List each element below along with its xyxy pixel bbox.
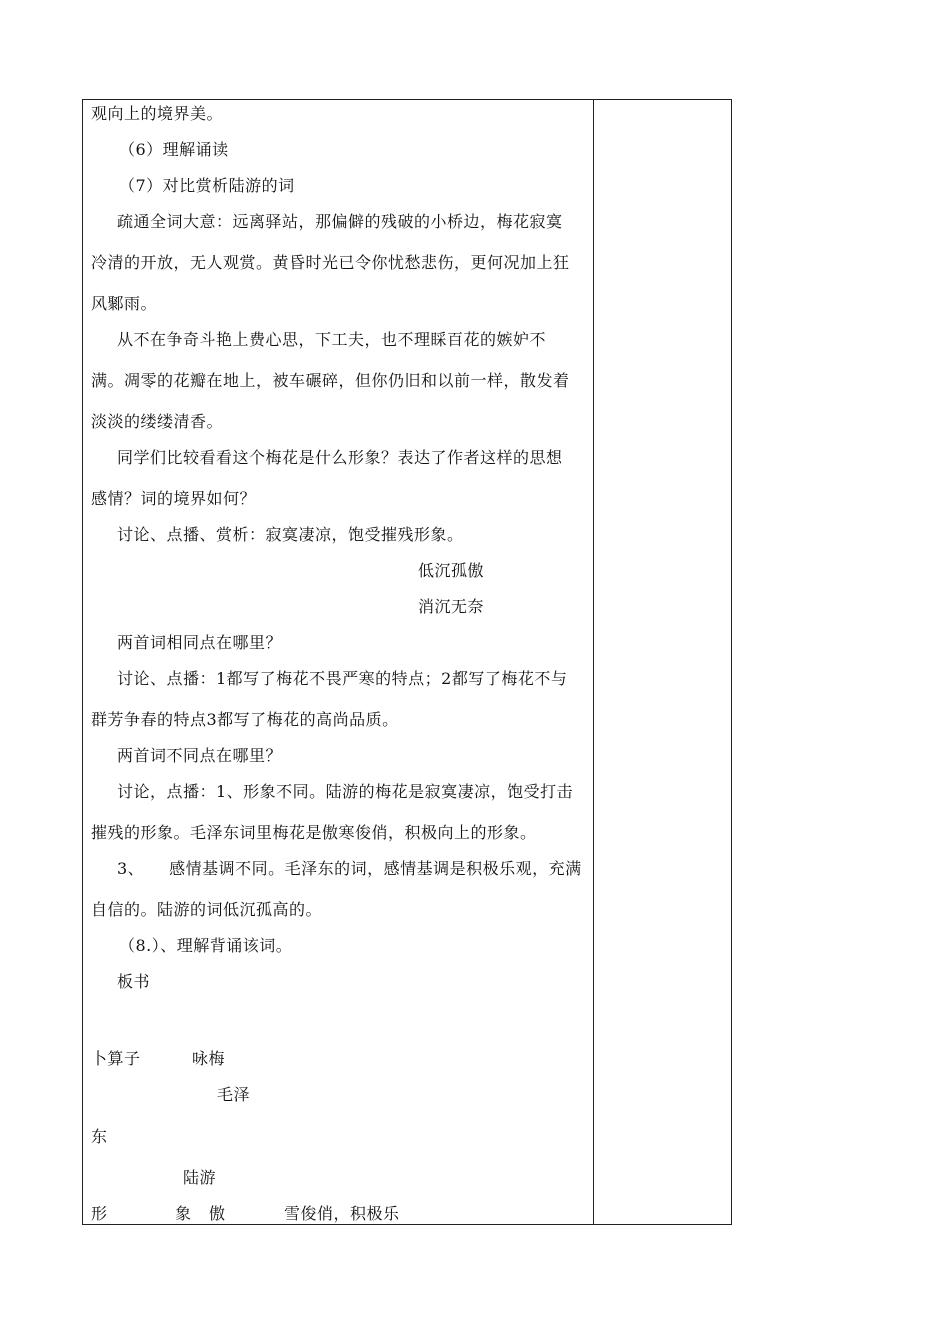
text-line: 板书 [117, 972, 151, 991]
board-author-cont: 东 [91, 1127, 108, 1146]
text-line: 疏通全词大意：远离驿站，那偏僻的残破的小桥边，梅花寂寞 [117, 212, 563, 231]
text-line: 消沉无奈 [418, 597, 485, 616]
text-line: 淡淡的缕缕清香。 [91, 412, 224, 431]
column-divider [593, 99, 594, 1225]
board-row-label: 形 [91, 1204, 108, 1223]
board-title: 卜算子 [91, 1049, 141, 1068]
text-line: 感情？词的境界如何？ [91, 489, 257, 508]
text-line: （6）理解诵读 [119, 140, 229, 159]
text-line: 低沉孤傲 [418, 561, 485, 580]
text-line: 自信的。陆游的词低沉孤高的。 [91, 900, 323, 919]
board-row-label: 傲 [209, 1204, 226, 1223]
text-line: 两首词不同点在哪里？ [117, 746, 283, 765]
board-subtitle: 咏梅 [192, 1049, 226, 1068]
board-author: 毛泽 [217, 1085, 251, 1104]
text-line: 观向上的境界美。 [91, 104, 224, 123]
text-line: 摧残的形象。毛泽东词里梅花是傲寒俊俏，积极向上的形象。 [91, 823, 537, 842]
text-line: （7）对比赏析陆游的词 [119, 176, 295, 195]
board-author-2: 陆游 [183, 1168, 217, 1187]
text-line: 群芳争春的特点3都写了梅花的高尚品质。 [91, 710, 399, 729]
text-line: （8.）、理解背诵该词。 [119, 936, 293, 955]
text-line: 冷清的开放，无人观赏。黄昏时光已令你忧愁悲伤，更何况加上狂 [91, 253, 570, 272]
text-line: 满。凋零的花瓣在地上，被车碾碎，但你仍旧和以前一样，散发着 [91, 371, 570, 390]
board-row-label: 象 [175, 1204, 192, 1223]
text-line: 3、 感情基调不同。毛泽东的词，感情基调是积极乐观，充满 [117, 859, 582, 878]
board-row-text: 雪俊俏，积极乐 [284, 1204, 400, 1223]
text-line: 讨论、点播：1都写了梅花不畏严寒的特点；2都写了梅花不与 [117, 669, 568, 688]
text-line: 从不在争奇斗艳上费心思，下工夫，也不理睬百花的嫉妒不 [117, 330, 547, 349]
text-line: 讨论、点播、赏析：寂寞凄凉，饱受摧残形象。 [117, 525, 464, 544]
text-line: 风鄹雨。 [91, 294, 158, 313]
text-line: 讨论，点播：1、形象不同。陆游的梅花是寂寞凄凉，饱受打击 [117, 782, 574, 801]
text-line: 两首词相同点在哪里？ [117, 633, 283, 652]
text-line: 同学们比较看看这个梅花是什么形象？表达了作者这样的思想 [117, 448, 563, 467]
